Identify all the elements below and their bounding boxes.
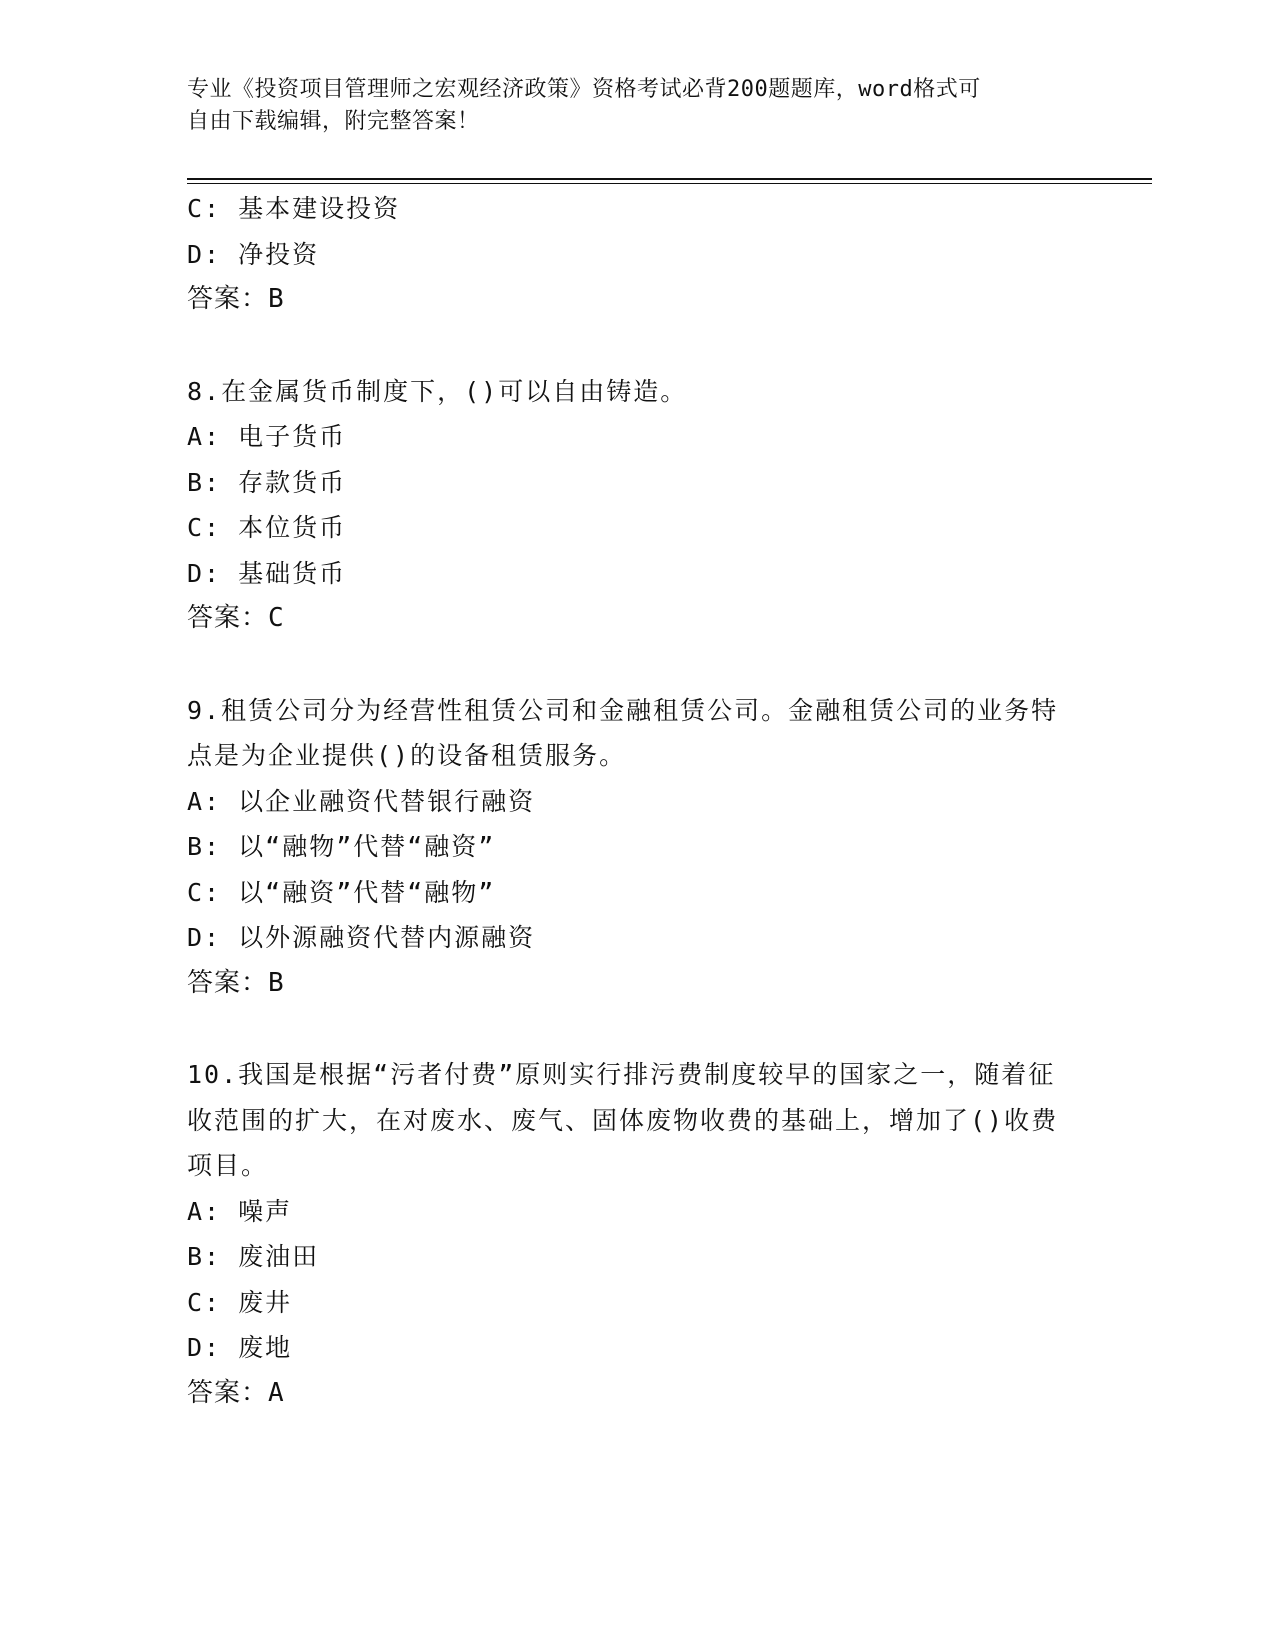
- question-title: 9.租赁公司分为经营性租赁公司和金融租赁公司。金融租赁公司的业务特点是为企业提供()的设备租赁服务。: [187, 695, 1059, 770]
- question-title: 8.在金属货币制度下，()可以自由铸造。: [187, 376, 688, 406]
- option-c: C: 废井: [187, 1287, 293, 1317]
- option-a: A: 以企业融资代替银行融资: [187, 786, 536, 816]
- option-b: B: 废油田: [187, 1242, 320, 1271]
- option-c: C: 基本建设投资: [187, 194, 401, 223]
- header-divider-thick: [187, 178, 1152, 180]
- question-block-8: [187, 369, 1087, 642]
- question-content: [187, 186, 1087, 1416]
- document-header: [187, 74, 1087, 138]
- header-divider-thin: [187, 183, 1152, 184]
- option-b: B: 存款货币: [187, 467, 347, 497]
- question-block-9: [187, 688, 1087, 1007]
- answer-line: 答案：C: [187, 603, 285, 633]
- spacer: [187, 1006, 1087, 1052]
- option-a: A: 电子货币: [187, 422, 347, 451]
- option-d: D: 净投资: [187, 239, 320, 269]
- option-a: A: 噪声: [187, 1196, 293, 1226]
- question-block-10: [187, 1052, 1087, 1416]
- option-b: B: 以“融物”代替“融资”: [187, 832, 496, 861]
- answer-line: 答案：A: [187, 1377, 285, 1408]
- option-c: C: 以“融资”代替“融物”: [187, 877, 496, 907]
- answer-line: 答案：B: [187, 967, 285, 998]
- option-c: C: 本位货币: [187, 513, 347, 542]
- option-d: D: 废地: [187, 1333, 293, 1362]
- spacer: [187, 642, 1087, 688]
- question-title: 10.我国是根据“污者付费”原则实行排污费制度较早的国家之一，随着征收范围的扩大，在对废水、废气、固体废物收费的基础上，增加了()收费项目。: [187, 1060, 1059, 1180]
- option-d: D: 基础货币: [187, 558, 347, 588]
- prev-question-block: [187, 186, 1087, 323]
- spacer: [187, 323, 1087, 369]
- header-line-2: 自由下载编辑，附完整答案！: [187, 109, 480, 134]
- option-d: D: 以外源融资代替内源融资: [187, 923, 536, 952]
- header-line-1: 专业《投资项目管理师之宏观经济政策》资格考试必背200题题库，word格式可: [187, 77, 981, 102]
- answer-line: 答案：B: [187, 284, 285, 314]
